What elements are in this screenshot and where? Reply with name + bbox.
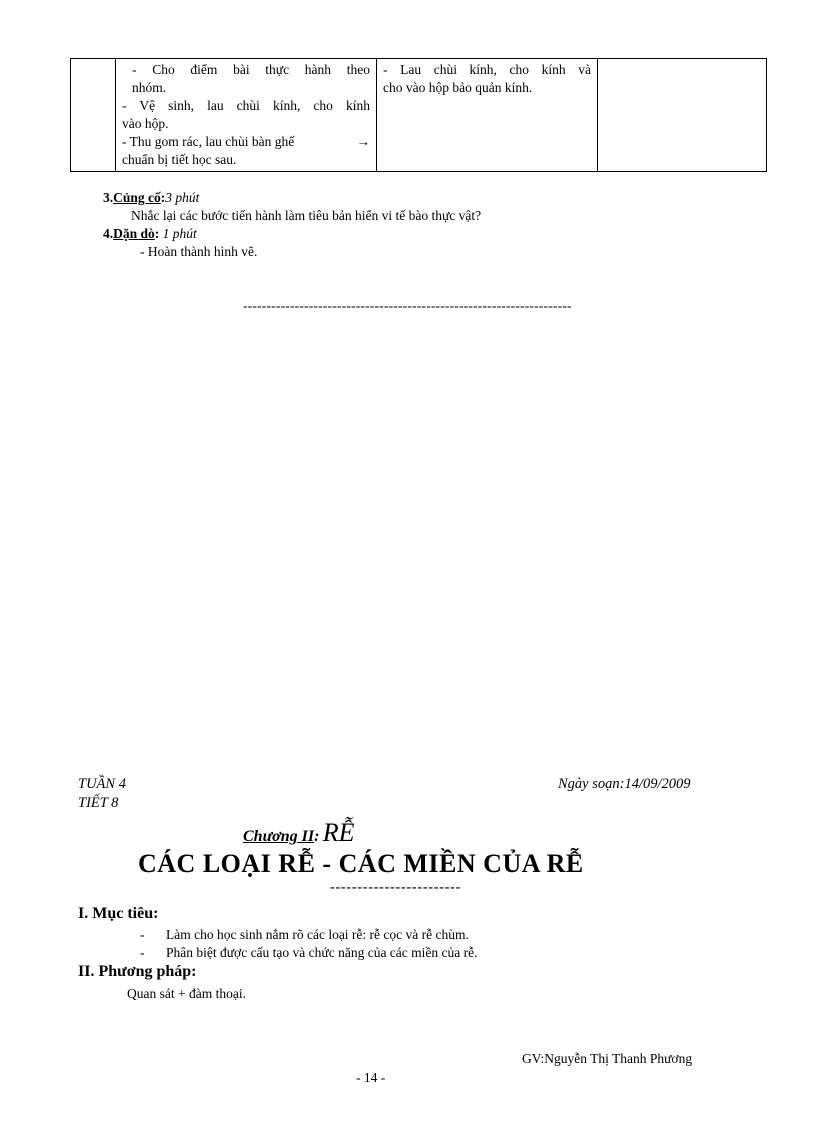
cung-co-colon: : [160, 190, 166, 205]
table-row [71, 59, 767, 172]
methods-text: Quan sát + đàm thoại. [127, 986, 246, 1001]
list-item [140, 944, 478, 962]
list-item [140, 926, 478, 944]
week-label: TUẦN 4 [78, 776, 126, 792]
student-line-1: - Lau chùi kính, cho kính và [383, 62, 591, 77]
teacher-line-2: nhóm. [132, 80, 167, 95]
list-item-text: Làm cho học sinh nắm rõ các loại rễ: rễ cọc và rễ chùm. [166, 927, 469, 942]
teacher-line-6: chuẩn bị tiết học sau. [122, 152, 237, 167]
teacher-line-5: - Thu gom rác, lau chùi bàn ghế [122, 134, 295, 149]
section-methods-heading: II. Phương pháp: [78, 963, 197, 980]
teacher-line-4: vào hộp. [122, 116, 169, 131]
list-item-text: Phân biệt được cấu tạo và chức năng của các miền của rễ. [166, 945, 478, 960]
activity-table [70, 58, 767, 172]
chapter-name: RỄ [322, 818, 355, 847]
dan-do-number: 4. [103, 226, 114, 241]
arrow-icon: → [356, 134, 370, 149]
cung-co-label: Củng cố [113, 190, 161, 205]
list-marker: - [140, 945, 145, 960]
chapter-label: Chương II [243, 828, 315, 845]
prepared-date: Ngày soạn:14/09/2009 [558, 776, 691, 792]
student-line-2: cho vào hộp bảo quản kính. [383, 80, 533, 95]
page-title: CÁC LOẠI RỄ - CÁC MIỀN CỦA RỄ [138, 849, 584, 878]
section-objectives-heading: I. Mục tiêu: [78, 905, 159, 922]
list-marker: - [140, 927, 145, 942]
dan-do-label: Dặn dò [113, 226, 155, 241]
table-cell-empty-right [598, 59, 767, 172]
section-separator: ---------------------------------------------------------------------- [243, 298, 572, 313]
table-cell-empty-left [71, 59, 116, 172]
table-cell-teacher-activity [116, 59, 377, 172]
cung-co-heading [103, 189, 199, 207]
title-rule: ------------------------ [330, 880, 462, 895]
page-number: - 14 - [356, 1070, 386, 1085]
dan-do-text: - Hoàn thành hình vẽ. [140, 244, 258, 259]
chapter-colon: : [314, 828, 320, 845]
cung-co-text: Nhắc lại các bước tiến hành làm tiêu bản hiển vi tế bào thực vật? [131, 208, 482, 223]
cung-co-number: 3. [103, 190, 114, 205]
objectives-list [140, 926, 478, 962]
dan-do-colon: : [154, 226, 160, 241]
table-cell-student-activity [377, 59, 598, 172]
dan-do-heading [103, 225, 197, 243]
teacher-line-1: - Cho điểm bài thực hành theo [132, 62, 370, 77]
teacher-line-3: - Vệ sinh, lau chùi kính, cho kính [122, 98, 370, 113]
teacher-name: GV:Nguyễn Thị Thanh Phương [522, 1051, 693, 1066]
dan-do-time: 1 phút [162, 226, 197, 241]
cung-co-time: 3 phút [165, 190, 200, 205]
lesson-label: TIẾT 8 [78, 795, 119, 811]
